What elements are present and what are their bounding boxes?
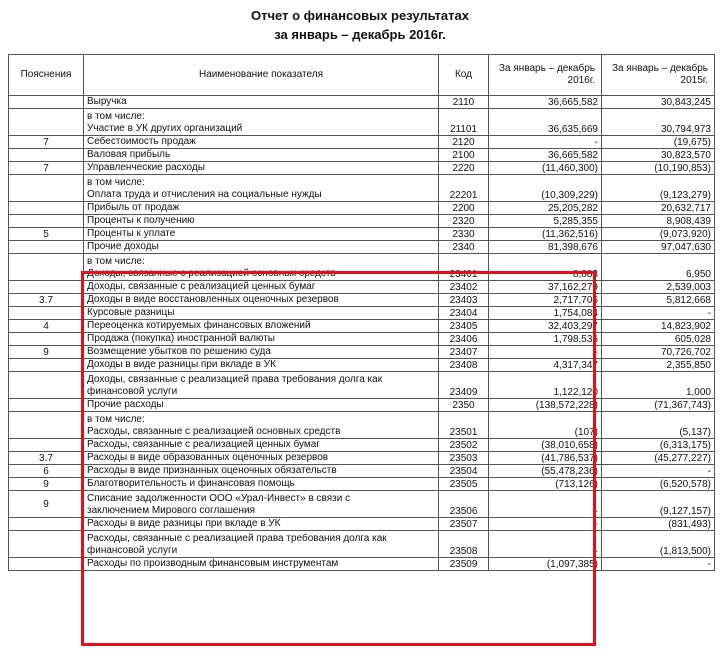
- row-label: Валовая прибыль: [87, 149, 171, 160]
- table-row: [9, 307, 715, 320]
- row-note: 9: [9, 478, 84, 491]
- row-name: [84, 478, 439, 491]
- row-name: [84, 333, 439, 346]
- row-label: Доходы в виде восстановленных оценочных резервов: [87, 294, 339, 305]
- row-name: [84, 109, 439, 136]
- row-value-2015: 8,908,439: [602, 215, 715, 228]
- row-code: 2350: [439, 399, 489, 412]
- row-code: 23405: [439, 320, 489, 333]
- row-note: [9, 307, 84, 320]
- row-code: 23501: [439, 412, 489, 439]
- row-label: Участие в УК других организаций: [87, 123, 243, 134]
- row-note: [9, 175, 84, 202]
- row-label: Списание задолженности ООО «Урал-Инвест» в связи с: [87, 493, 351, 504]
- table-row: [9, 96, 715, 109]
- row-code: 23503: [439, 452, 489, 465]
- row-name: [84, 346, 439, 359]
- row-label: Доходы, связанные с реализацией ценных бумаг: [87, 281, 316, 292]
- row-value-2016: -: [489, 491, 602, 518]
- row-note: [9, 372, 84, 399]
- row-value-2015: (6,520,578): [602, 478, 715, 491]
- table-row: [9, 294, 715, 307]
- row-name: [84, 439, 439, 452]
- row-label: Расходы в виде разницы при вкладе в УК: [87, 518, 281, 529]
- row-value-2016: 36,665,582: [489, 149, 602, 162]
- table-row: [9, 149, 715, 162]
- row-code: 2330: [439, 228, 489, 241]
- row-value-2016: (11,362,516): [489, 228, 602, 241]
- row-code: 23509: [439, 558, 489, 571]
- row-value-2016: 1,122,120: [489, 372, 602, 399]
- row-value-2015: (9,123,279): [602, 175, 715, 202]
- row-value-2015: 605,028: [602, 333, 715, 346]
- row-label-continued: заключением Мирового соглашения: [87, 505, 256, 516]
- row-value-2016: (1,097,385): [489, 558, 602, 571]
- row-value-2015: (19,675): [602, 136, 715, 149]
- row-name: [84, 215, 439, 228]
- row-note: 3.7: [9, 452, 84, 465]
- row-code: 23504: [439, 465, 489, 478]
- table-row: [9, 175, 715, 202]
- row-name: [84, 452, 439, 465]
- table-row: [9, 439, 715, 452]
- row-label: Доходы, связанные с реализацией основных средств: [87, 268, 336, 279]
- row-label: Себестоимость продаж: [87, 136, 196, 147]
- table-row: [9, 372, 715, 399]
- row-value-2015: 30,843,245: [602, 96, 715, 109]
- row-note: 7: [9, 136, 84, 149]
- header-name: Наименование показателя: [84, 55, 439, 96]
- row-value-2015: 20,632,717: [602, 202, 715, 215]
- table-row: [9, 241, 715, 254]
- row-name: [84, 175, 439, 202]
- row-note: [9, 215, 84, 228]
- row-note: [9, 149, 84, 162]
- row-note: [9, 241, 84, 254]
- row-value-2015: 2,355,850: [602, 359, 715, 372]
- row-value-2015: 6,950: [602, 254, 715, 281]
- row-note: 6: [9, 465, 84, 478]
- row-code: 23408: [439, 359, 489, 372]
- row-label: Доходы, связанные с реализацией права требования долга как: [87, 374, 383, 385]
- row-value-2015: 5,812,668: [602, 294, 715, 307]
- report-title: Отчет о финансовых результатах: [251, 8, 469, 23]
- row-name: [84, 228, 439, 241]
- header-code: Код: [439, 55, 489, 96]
- row-value-2016: (11,460,300): [489, 162, 602, 175]
- row-label: Прочие расходы: [87, 399, 164, 410]
- row-code: 23502: [439, 439, 489, 452]
- table-row: [9, 465, 715, 478]
- row-code: 23403: [439, 294, 489, 307]
- table-row: [9, 399, 715, 412]
- row-note: [9, 412, 84, 439]
- row-value-2016: (55,478,236): [489, 465, 602, 478]
- row-code: 2200: [439, 202, 489, 215]
- row-value-2015: 30,823,570: [602, 149, 715, 162]
- row-note: [9, 531, 84, 558]
- row-code: 2100: [439, 149, 489, 162]
- row-code: 23407: [439, 346, 489, 359]
- row-label: Расходы в виде образованных оценочных резервов: [87, 452, 329, 463]
- row-value-2015: 70,726,702: [602, 346, 715, 359]
- row-code: 2320: [439, 215, 489, 228]
- row-note: [9, 281, 84, 294]
- row-value-2016: (107): [489, 412, 602, 439]
- row-label: Расходы, связанные с реализацией основных средств: [87, 426, 341, 437]
- row-code: 23406: [439, 333, 489, 346]
- header-2016: За январь – декабрь 2016г.: [489, 55, 602, 96]
- row-note: [9, 254, 84, 281]
- row-value-2015: (1,813,500): [602, 531, 715, 558]
- row-label: Выручка: [87, 96, 127, 107]
- row-value-2015: (71,367,743): [602, 399, 715, 412]
- row-value-2016: 25,205,282: [489, 202, 602, 215]
- table-row: [9, 215, 715, 228]
- row-note: [9, 359, 84, 372]
- header-notes: Пояснения: [9, 55, 84, 96]
- row-value-2015: 1,000: [602, 372, 715, 399]
- row-code: 23506: [439, 491, 489, 518]
- table-row: [9, 136, 715, 149]
- row-label: Расходы, связанные с реализацией ценных бумаг: [87, 439, 320, 450]
- table-row: [9, 359, 715, 372]
- row-value-2015: (6,313,175): [602, 439, 715, 452]
- row-value-2016: (10,309,229): [489, 175, 602, 202]
- row-value-2016: (38,010,658): [489, 439, 602, 452]
- row-name: [84, 294, 439, 307]
- table-row: [9, 346, 715, 359]
- row-value-2015: -: [602, 307, 715, 320]
- row-note: 4: [9, 320, 84, 333]
- row-name: [84, 254, 439, 281]
- table-row: [9, 558, 715, 571]
- row-note: 9: [9, 346, 84, 359]
- row-name: [84, 558, 439, 571]
- row-label: Оплата труда и отчисления на социальные нужды: [87, 189, 322, 200]
- row-label: Прибыль от продаж: [87, 202, 180, 213]
- row-name: [84, 281, 439, 294]
- row-value-2015: 97,047,630: [602, 241, 715, 254]
- row-code: 2120: [439, 136, 489, 149]
- table-row: [9, 518, 715, 531]
- row-code: 23409: [439, 372, 489, 399]
- row-value-2016: 36,665,582: [489, 96, 602, 109]
- row-value-2016: (138,572,228): [489, 399, 602, 412]
- row-name: [84, 372, 439, 399]
- table-row: [9, 254, 715, 281]
- row-value-2016: 5,285,355: [489, 215, 602, 228]
- row-label: Благотворительность и финансовая помощь: [87, 478, 295, 489]
- row-label: Расходы по производным финансовым инструментам: [87, 558, 339, 569]
- row-value-2015: -: [602, 558, 715, 571]
- row-label: Переоценка котируемых финансовых вложений: [87, 320, 311, 331]
- row-value-2015: (45,277,227): [602, 452, 715, 465]
- row-value-2015: (9,127,157): [602, 491, 715, 518]
- row-value-2016: 81,398,676: [489, 241, 602, 254]
- row-value-2016: (713,126): [489, 478, 602, 491]
- row-subheading: в том числе:: [87, 256, 145, 267]
- row-code: 23404: [439, 307, 489, 320]
- table-row: [9, 320, 715, 333]
- row-subheading: в том числе:: [87, 177, 145, 188]
- header-2015: За январь – декабрь 2015г.: [602, 55, 715, 96]
- row-code: 2340: [439, 241, 489, 254]
- row-value-2015: 30,794,973: [602, 109, 715, 136]
- row-code: 23507: [439, 518, 489, 531]
- table-row: [9, 412, 715, 439]
- row-code: 2220: [439, 162, 489, 175]
- row-value-2016: 1,798,536: [489, 333, 602, 346]
- table-row: [9, 478, 715, 491]
- row-code: 22201: [439, 175, 489, 202]
- row-name: [84, 320, 439, 333]
- row-code: 21101: [439, 109, 489, 136]
- row-note: [9, 558, 84, 571]
- row-value-2015: (10,190,853): [602, 162, 715, 175]
- row-label: Проценты к получению: [87, 215, 195, 226]
- row-value-2016: -: [489, 531, 602, 558]
- row-code: 2110: [439, 96, 489, 109]
- row-value-2016: 2,717,706: [489, 294, 602, 307]
- row-name: [84, 149, 439, 162]
- report-period: за январь – декабрь 2016г.: [274, 27, 446, 42]
- row-label: Продажа (покупка) иностранной валюты: [87, 333, 275, 344]
- row-value-2016: 8,883: [489, 254, 602, 281]
- table-row: [9, 109, 715, 136]
- table-row: [9, 491, 715, 518]
- row-code: 23402: [439, 281, 489, 294]
- row-value-2015: 2,539,003: [602, 281, 715, 294]
- row-note: [9, 439, 84, 452]
- row-name: [84, 399, 439, 412]
- row-name: [84, 465, 439, 478]
- row-note: [9, 333, 84, 346]
- row-name: [84, 412, 439, 439]
- row-value-2016: -: [489, 136, 602, 149]
- row-label: Прочие доходы: [87, 241, 159, 252]
- financial-results-table: [8, 54, 715, 571]
- row-value-2016: -: [489, 518, 602, 531]
- row-value-2016: 36,635,669: [489, 109, 602, 136]
- row-name: [84, 202, 439, 215]
- row-name: [84, 307, 439, 320]
- row-value-2015: -: [602, 465, 715, 478]
- row-label-continued: финансовой услуги: [87, 386, 178, 397]
- row-name: [84, 531, 439, 558]
- row-label-continued: финансовой услуги: [87, 545, 178, 556]
- row-value-2016: -: [489, 346, 602, 359]
- row-note: [9, 109, 84, 136]
- row-value-2015: (9,073,920): [602, 228, 715, 241]
- row-note: 3.7: [9, 294, 84, 307]
- row-name: [84, 518, 439, 531]
- row-note: 7: [9, 162, 84, 175]
- row-note: 5: [9, 228, 84, 241]
- table-row: [9, 162, 715, 175]
- row-value-2015: (5,137): [602, 412, 715, 439]
- row-label: Расходы, связанные с реализацией права требования долга как: [87, 533, 387, 544]
- row-name: [84, 359, 439, 372]
- row-label: Доходы в виде разницы при вкладе в УК: [87, 359, 276, 370]
- row-note: [9, 96, 84, 109]
- row-value-2016: (41,786,537): [489, 452, 602, 465]
- row-value-2015: (831,493): [602, 518, 715, 531]
- row-name: [84, 491, 439, 518]
- table-row: [9, 202, 715, 215]
- table-row: [9, 333, 715, 346]
- row-value-2015: 14,823,902: [602, 320, 715, 333]
- row-label: Возмещение убытков по решению суда: [87, 346, 271, 357]
- row-label: Расходы в виде признанных оценочных обязательств: [87, 465, 337, 476]
- row-value-2016: 32,403,297: [489, 320, 602, 333]
- row-name: [84, 162, 439, 175]
- row-label: Курсовые разницы: [87, 307, 175, 318]
- row-note: [9, 518, 84, 531]
- row-note: 9: [9, 491, 84, 518]
- row-value-2016: 1,754,084: [489, 307, 602, 320]
- table-row: [9, 228, 715, 241]
- row-subheading: в том числе:: [87, 111, 145, 122]
- row-name: [84, 96, 439, 109]
- row-label: Управленческие расходы: [87, 162, 205, 173]
- row-name: [84, 241, 439, 254]
- row-note: [9, 399, 84, 412]
- row-label: Проценты к уплате: [87, 228, 176, 239]
- row-note: [9, 202, 84, 215]
- row-code: 23508: [439, 531, 489, 558]
- table-row: [9, 452, 715, 465]
- table-row: [9, 281, 715, 294]
- table-row: [9, 531, 715, 558]
- row-code: 23401: [439, 254, 489, 281]
- row-code: 23505: [439, 478, 489, 491]
- row-value-2016: 37,162,279: [489, 281, 602, 294]
- row-value-2016: 4,317,347: [489, 359, 602, 372]
- row-name: [84, 136, 439, 149]
- row-subheading: в том числе:: [87, 414, 145, 425]
- table-header-row: [9, 55, 715, 96]
